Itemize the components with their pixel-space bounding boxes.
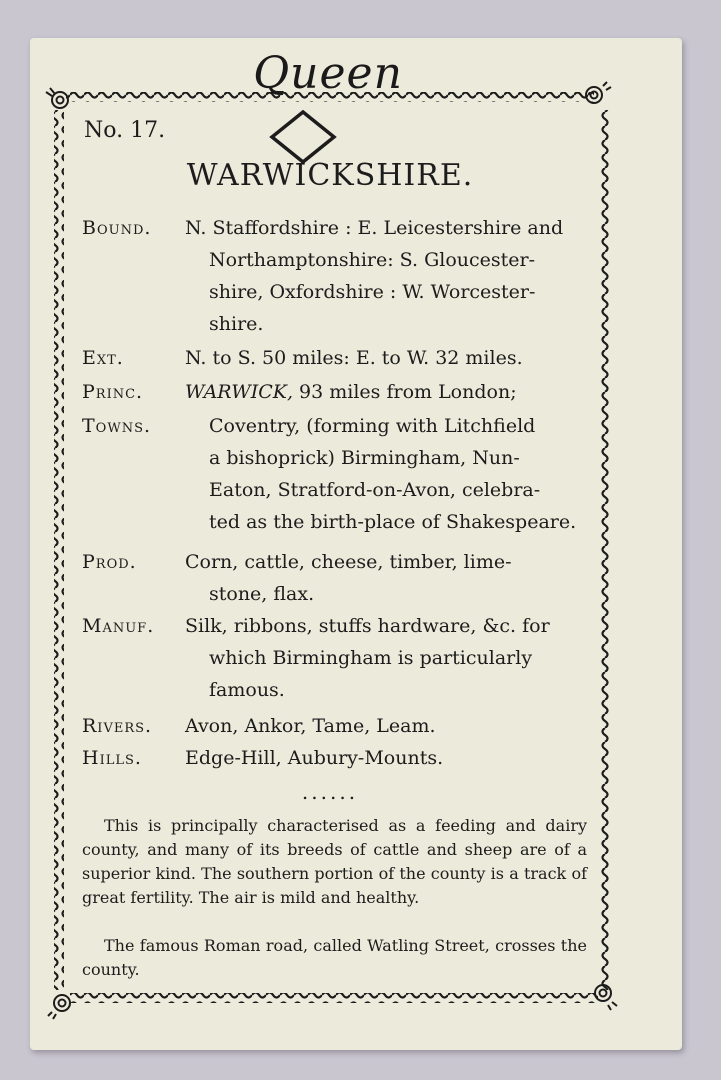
manuf-line-3: famous. — [209, 679, 285, 701]
bound-line-3: shire, Oxfordshire : W. Worcester- — [209, 281, 536, 303]
manuf-line-1: Silk, ribbons, stuffs hardware, &c. for — [185, 615, 550, 637]
towns-line-1: Coventry, (forming with Litchfield — [209, 415, 536, 437]
towns-line-4: ted as the birth-place of Shakespeare. — [209, 511, 577, 533]
border-left — [54, 110, 64, 990]
prod-line-1: Corn, cattle, cheese, timber, lime- — [185, 551, 512, 573]
manuf-label: Manuf. — [82, 615, 155, 637]
border-bottom — [70, 993, 598, 1003]
rivers-text: Avon, Ankor, Tame, Leam. — [185, 715, 436, 737]
bound-entry — [82, 212, 592, 340]
prod-line-2: stone, flax. — [209, 583, 315, 605]
ext-entry — [82, 342, 592, 374]
corner-ornament-bottom-left — [48, 995, 70, 1019]
prod-entry — [82, 546, 592, 610]
card-number: No. 17. — [84, 118, 166, 143]
hills-label: Hills. — [82, 747, 142, 769]
princ-text: 93 miles from London; — [293, 381, 517, 403]
description-paragraph-2: The famous Roman road, called Watling Street, crosses the county. — [82, 936, 587, 979]
section-separator: ...... — [301, 780, 359, 804]
princ-town: WARWICK, — [185, 381, 293, 403]
bound-label: Bound. — [82, 217, 152, 239]
ext-text: N. to S. 50 miles: E. to W. 32 miles. — [185, 347, 523, 369]
manuf-entry — [82, 610, 592, 706]
rivers-entry — [82, 710, 592, 742]
ext-label: Ext. — [82, 347, 124, 369]
border-right — [600, 110, 610, 990]
description-paragraph-1: This is principally characterised as a feeding and dairy county, and many of its breeds of cattle and sheep are of a superior kind. The southern portion of the county is a track of great fertility. The air is mild and healthy. — [82, 816, 587, 907]
towns-label: Towns. — [82, 415, 152, 437]
hills-entry — [82, 742, 592, 774]
towns-entry — [82, 410, 592, 538]
towns-line-3: Eaton, Stratford-on-Avon, celebra- — [209, 479, 541, 501]
county-title: WARWICKSHIRE. — [186, 158, 474, 193]
bound-line-1: N. Staffordshire : E. Leicestershire and — [185, 217, 564, 239]
bound-line-2: Northamptonshire: S. Gloucester- — [209, 249, 536, 271]
towns-line-2: a bishoprick) Birmingham, Nun- — [209, 447, 520, 469]
bound-line-4: shire. — [209, 313, 264, 335]
diamond-icon — [272, 112, 334, 162]
rivers-label: Rivers. — [82, 715, 153, 737]
handwritten-annotation: Queen — [253, 48, 403, 99]
princ-label: Princ. — [82, 381, 144, 403]
manuf-line-2: which Birmingham is particularly — [209, 647, 533, 669]
prod-label: Prod. — [82, 551, 137, 573]
corner-ornament-top-left — [46, 88, 68, 108]
hills-text: Edge-Hill, Aubury-Mounts. — [185, 747, 444, 769]
princ-entry — [82, 376, 592, 408]
